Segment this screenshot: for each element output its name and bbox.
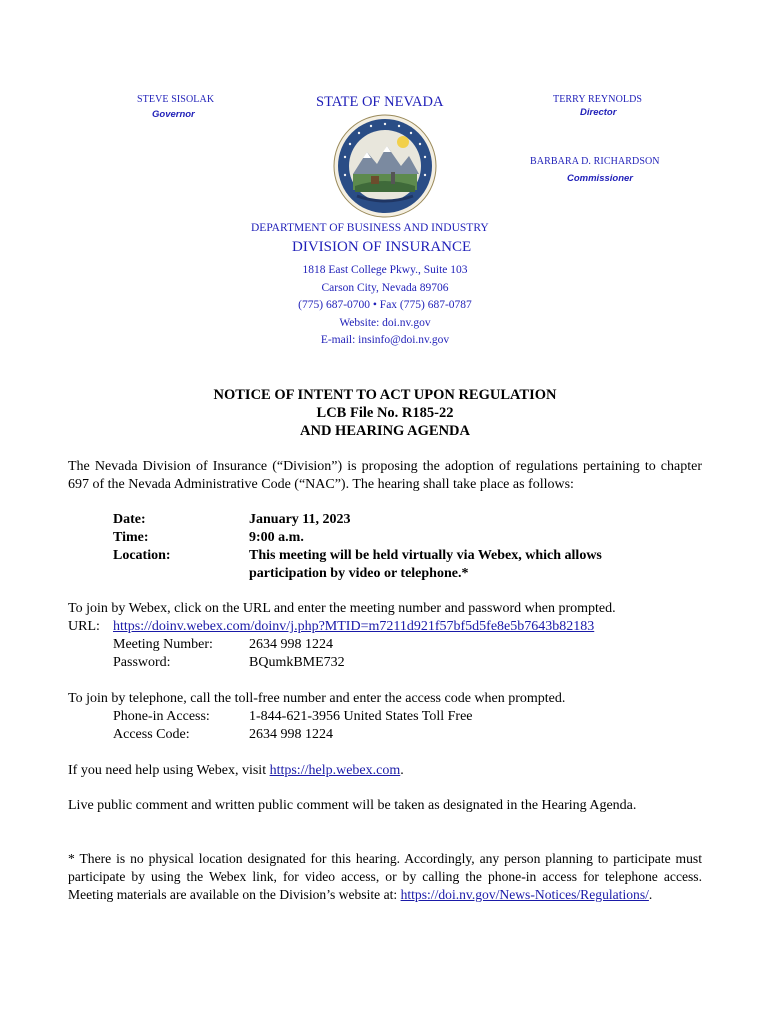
director-name: TERRY REYNOLDS: [553, 94, 643, 105]
regulations-link[interactable]: https://doi.nv.gov/News-Notices/Regulations/: [400, 887, 649, 902]
website-line: Website: doi.nv.gov: [339, 316, 431, 329]
commissioner-title: Commissioner: [567, 173, 633, 184]
time-value: 9:00 a.m.: [249, 530, 304, 545]
nevada-state-seal-icon: [333, 114, 437, 218]
intro-paragraph: The Nevada Division of Insurance (“Division”) is proposing the adoption of regulations pertaining to chapter 697 of the Nevada Administrative Code (“NAC”). The hearing shall take place as follows:: [68, 459, 702, 492]
title-line-2: LCB File No. R185-22: [316, 405, 454, 421]
location-label: Location:: [113, 548, 171, 563]
public-comment-line: Live public comment and written public comment will be taken as designated in the Hearing Agenda.: [68, 798, 637, 813]
access-code-value: 2634 998 1224: [249, 727, 333, 742]
meeting-number-value: 2634 998 1224: [249, 637, 333, 652]
time-label: Time:: [113, 530, 149, 545]
access-code-label: Access Code:: [113, 727, 190, 742]
help-prefix: If you need help using Webex, visit: [68, 763, 270, 778]
address-block: [235, 262, 535, 350]
help-line: [68, 762, 404, 780]
governor-name: STEVE SISOLAK: [137, 94, 215, 105]
webex-help-link[interactable]: https://help.webex.com: [269, 763, 401, 778]
commissioner-name: BARBARA D. RICHARDSON: [530, 156, 660, 167]
help-suffix: .: [400, 763, 404, 778]
title-line-1: NOTICE OF INTENT TO ACT UPON REGULATION: [213, 387, 557, 403]
email-line: E-mail: insinfo@doi.nv.gov: [320, 334, 450, 346]
title-line-3: AND HEARING AGENDA: [300, 423, 470, 439]
footnote-text: * There is no physical location designated for this hearing. Accordingly, any person planning to participate must participate by using the Webex link, for video access, or by calling the phone-in access for telephone access. Meeting materials are available on the Division’s website at:: [68, 851, 702, 902]
location-value-line-2: participation by video or telephone.*: [249, 566, 469, 581]
phone-intro: To join by telephone, call the toll-free number and enter the access code when prompted.: [68, 691, 566, 706]
date-label: Date:: [113, 512, 146, 527]
footnote: [68, 850, 702, 904]
phone-fax: (775) 687-0700 • Fax (775) 687-0787: [298, 299, 472, 311]
state-title: STATE OF NEVADA: [316, 94, 444, 110]
password-value: BQumkBME732: [249, 655, 345, 670]
location-value-line-1: This meeting will be held virtually via Webex, which allows: [249, 548, 602, 563]
phone-access-label: Phone-in Access:: [113, 709, 210, 724]
notice-title: [85, 386, 685, 440]
address-line-1: 1818 East College Pkwy., Suite 103: [302, 264, 468, 276]
date-value: January 11, 2023: [249, 512, 351, 527]
footnote-end: .: [648, 887, 653, 902]
meeting-number-label: Meeting Number:: [113, 637, 213, 652]
password-label: Password:: [113, 655, 171, 670]
url-label: URL:: [68, 619, 100, 634]
department-name: DEPARTMENT OF BUSINESS AND INDUSTRY: [251, 222, 489, 234]
phone-access-value: 1-844-621-3956 United States Toll Free: [249, 709, 473, 724]
address-line-2: Carson City, Nevada 89706: [321, 281, 449, 294]
governor-title: Governor: [152, 109, 195, 120]
webex-intro: To join by Webex, click on the URL and enter the meeting number and password when prompted.: [68, 601, 616, 616]
webex-url-link[interactable]: https://doinv.webex.com/doinv/j.php?MTID=m7211d921f57bf5d5fe8e5b7643b82183: [113, 619, 595, 634]
division-name: DIVISION OF INSURANCE: [292, 239, 472, 255]
director-title: Director: [580, 107, 617, 118]
